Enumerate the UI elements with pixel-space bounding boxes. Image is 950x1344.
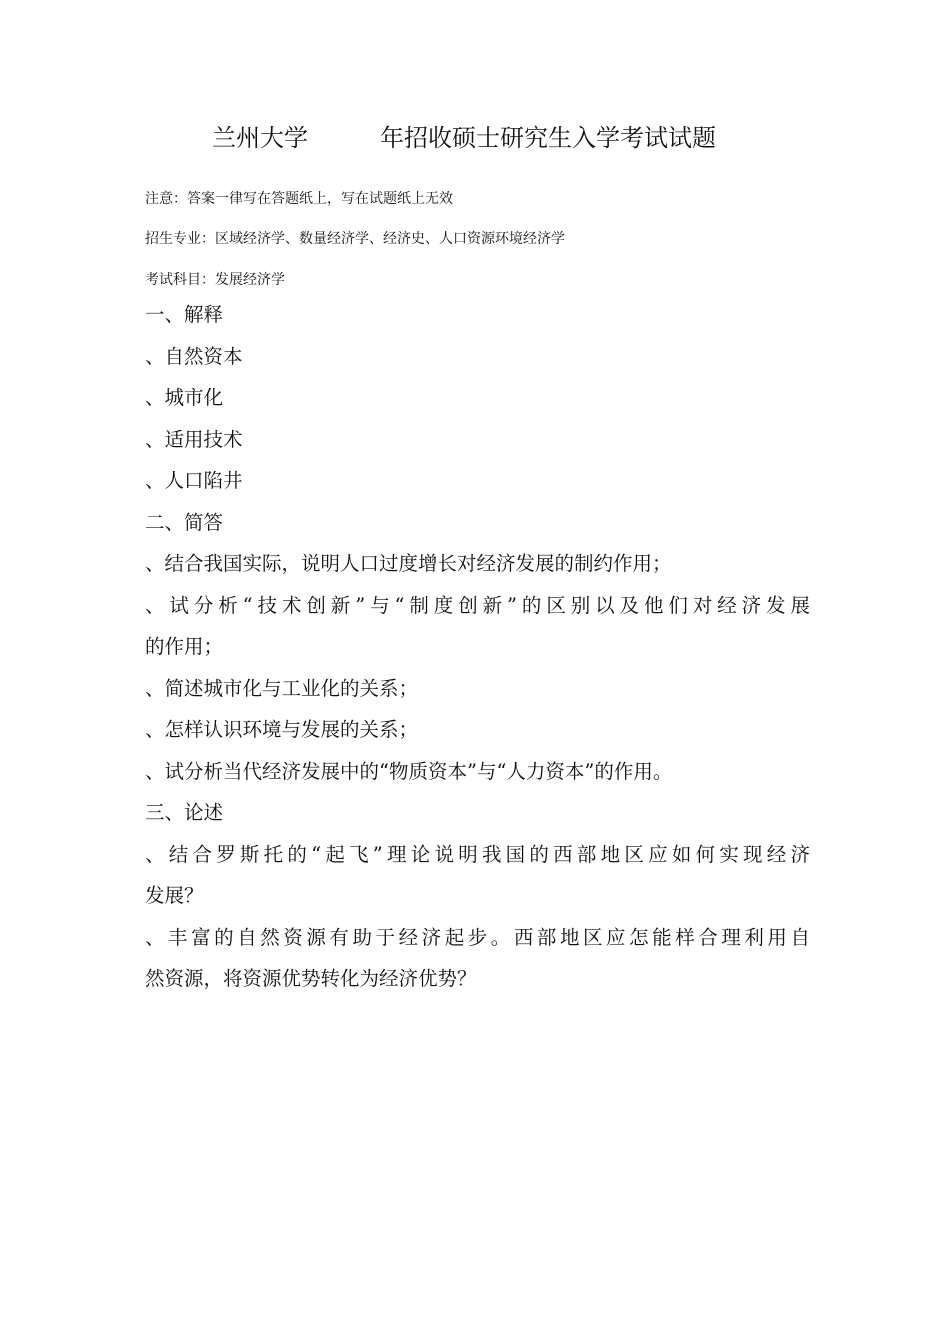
list-item: 、试分析当代经济发展中的“物质资本”与“人力资本”的作用。 <box>145 760 673 783</box>
section-heading-2: 二、简答 <box>145 511 224 534</box>
list-item: 、自然资本 <box>145 345 243 368</box>
list-item-continuation: 发展？ <box>145 884 204 907</box>
list-item: 、结合我国实际，说明人口过度增长对经济发展的制约作用； <box>145 552 672 575</box>
subject-text: 考试科目：发展经济学 <box>145 272 285 288</box>
list-item: 、简述城市化与工业化的关系； <box>145 677 419 700</box>
page-title <box>0 118 950 158</box>
list-item-continuation: 的作用； <box>145 635 224 658</box>
title-exam-name: 年招收硕士研究生入学考试试题 <box>380 124 716 152</box>
section-heading-3: 三、论述 <box>145 801 224 824</box>
list-item: 、人口陷井 <box>145 469 243 492</box>
list-item: 、城市化 <box>145 386 224 409</box>
list-item-continuation: 然资源，将资源优势转化为经济优势？ <box>145 967 477 990</box>
list-item: 、试分析“技术创新”与“制度创新”的区别以及他们对经济发展 <box>145 594 810 617</box>
title-university: 兰州大学 <box>212 124 308 152</box>
list-item: 、怎样认识环境与发展的关系； <box>145 718 419 741</box>
section-heading-1: 一、解释 <box>145 303 224 326</box>
note-text: 注意：答案一律写在答题纸上，写在试题纸上无效 <box>145 191 453 207</box>
majors-text: 招生专业：区域经济学、数量经济学、经济史、人口资源环境经济学 <box>145 231 565 247</box>
list-item: 、结合罗斯托的“起飞”理论说明我国的西部地区应如何实现经济 <box>145 843 810 866</box>
list-item: 、适用技术 <box>145 428 243 451</box>
list-item: 、丰富的自然资源有助于经济起步。西部地区应怎能样合理利用自 <box>145 926 810 949</box>
